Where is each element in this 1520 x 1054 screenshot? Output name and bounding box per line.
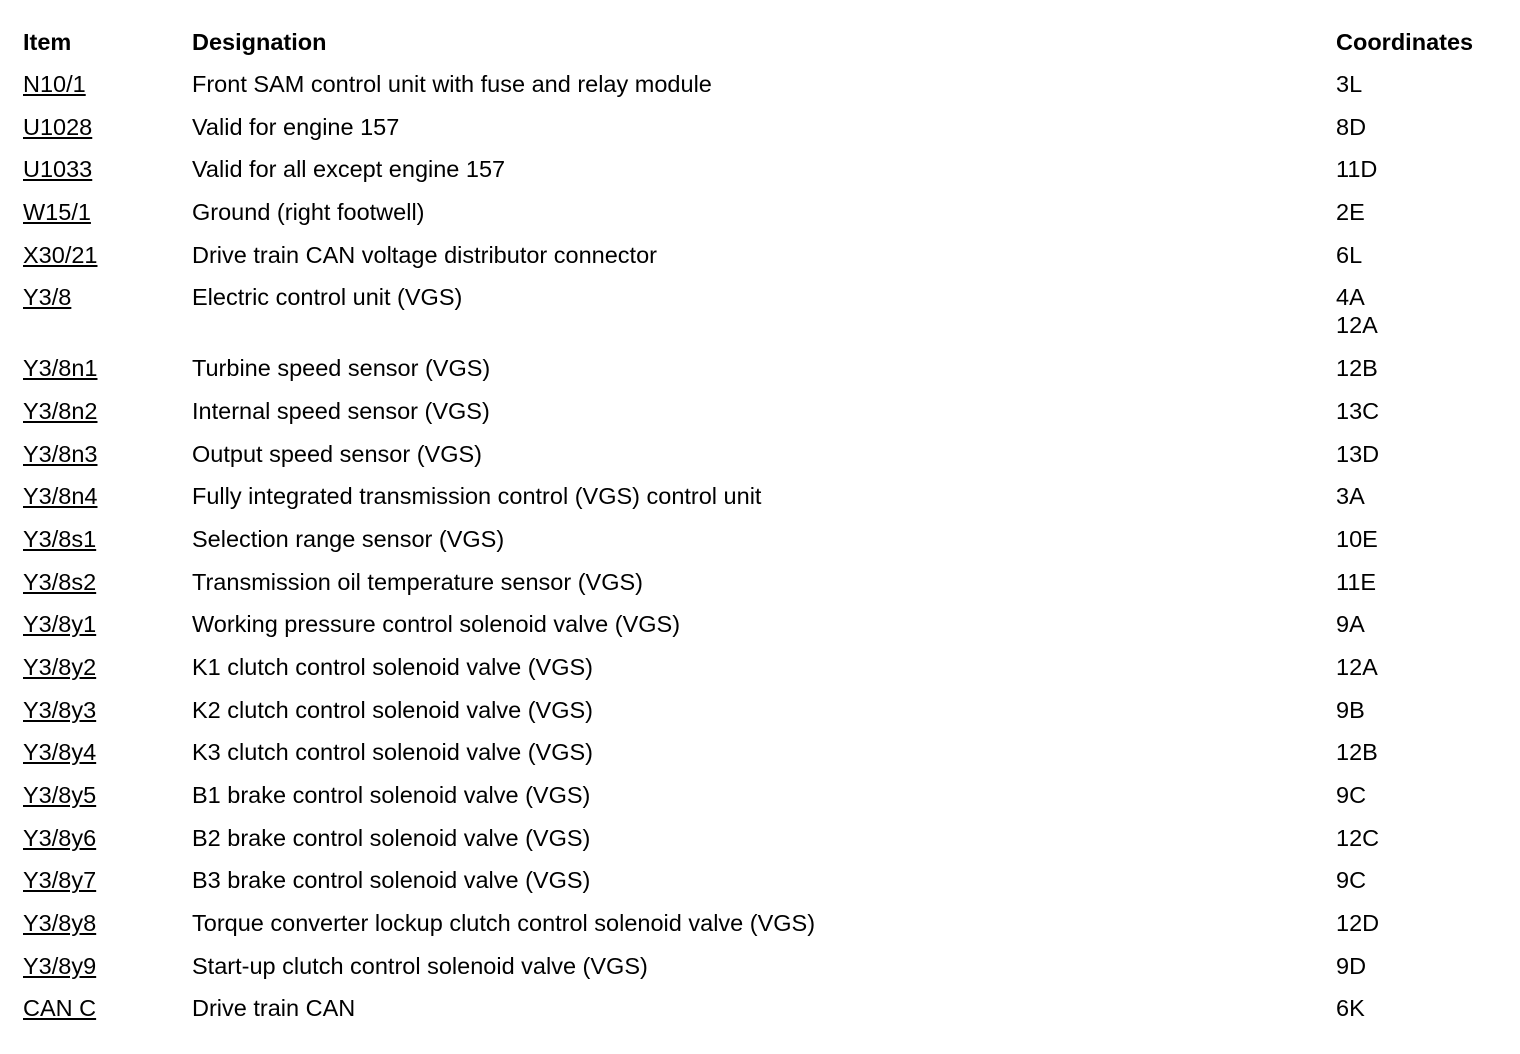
designation-cell: Electric control unit (VGS) <box>192 284 463 311</box>
item-cell <box>23 781 192 809</box>
coordinates-cell <box>1336 440 1503 468</box>
table-row <box>23 482 1503 510</box>
item-link[interactable]: Y3/8s2 <box>23 568 97 595</box>
coordinates-cell <box>1336 113 1503 141</box>
coordinate-value: 3L <box>1336 71 1363 97</box>
table-row <box>23 440 1503 468</box>
item-link[interactable]: Y3/8n1 <box>23 355 98 382</box>
table-row <box>23 610 1503 638</box>
designation-cell: Valid for engine 157 <box>192 113 400 140</box>
table-row <box>23 994 1503 1022</box>
item-link[interactable]: CAN C <box>23 995 97 1022</box>
coordinates-cell <box>1336 397 1503 425</box>
coordinate-value: 9C <box>1336 867 1367 894</box>
item-link[interactable]: Y3/8y3 <box>23 696 97 723</box>
coordinates-cell <box>1336 866 1503 894</box>
header-item: Item <box>23 29 72 55</box>
item-link[interactable]: Y3/8y4 <box>23 739 97 766</box>
coordinates-cell <box>1336 283 1503 339</box>
coordinates-cell <box>1336 482 1503 510</box>
coordinates-cell <box>1336 738 1503 766</box>
designation-cell: Turbine speed sensor (VGS) <box>192 355 491 382</box>
coordinates-cell <box>1336 781 1503 809</box>
item-link[interactable]: U1028 <box>23 113 93 140</box>
item-link[interactable]: N10/1 <box>23 71 86 97</box>
table-row <box>23 866 1503 894</box>
designation-cell: Transmission oil temperature sensor (VGS) <box>192 568 643 595</box>
item-link[interactable]: Y3/8y9 <box>23 952 97 979</box>
item-link[interactable]: Y3/8y5 <box>23 782 97 808</box>
table-row <box>23 155 1503 183</box>
coordinates-cell <box>1336 610 1503 638</box>
designation-cell: Front SAM control unit with fuse and relay module <box>192 71 712 97</box>
item-cell <box>23 113 192 141</box>
coordinate-value: 9B <box>1336 696 1365 723</box>
item-cell <box>23 354 192 382</box>
item-cell <box>23 482 192 510</box>
item-cell <box>23 525 192 553</box>
coordinate-value: 8D <box>1336 113 1367 140</box>
table-row <box>23 781 1503 809</box>
item-cell <box>23 909 192 937</box>
coordinates-cell <box>1336 696 1503 724</box>
item-link[interactable]: W15/1 <box>23 199 91 226</box>
item-cell <box>23 440 192 468</box>
item-link[interactable]: U1033 <box>23 156 93 183</box>
table-row <box>23 397 1503 425</box>
designation-cell: Drive train CAN <box>192 995 356 1022</box>
table-row <box>23 354 1503 382</box>
item-link[interactable]: Y3/8n3 <box>23 440 98 467</box>
coordinate-value: 13C <box>1336 397 1380 424</box>
coordinate-value: 12B <box>1336 355 1378 382</box>
coordinates-cell <box>1336 952 1503 980</box>
item-link[interactable]: Y3/8 <box>23 284 72 311</box>
item-cell <box>23 738 192 766</box>
item-link[interactable]: X30/21 <box>23 241 98 268</box>
item-cell <box>23 568 192 596</box>
item-cell <box>23 610 192 638</box>
coordinate-value: 9D <box>1336 952 1367 979</box>
table-row <box>23 525 1503 553</box>
designation-cell: Internal speed sensor (VGS) <box>192 397 490 424</box>
item-cell <box>23 866 192 894</box>
designation-cell: K1 clutch control solenoid valve (VGS) <box>192 653 593 680</box>
table-body <box>23 70 1503 1022</box>
item-link[interactable]: Y3/8n4 <box>23 483 98 510</box>
coordinate-value: 3A <box>1336 483 1365 510</box>
coordinates-cell <box>1336 241 1503 269</box>
coordinates-cell <box>1336 198 1503 226</box>
designation-cell: B3 brake control solenoid valve (VGS) <box>192 867 591 894</box>
item-link[interactable]: Y3/8y2 <box>23 653 97 680</box>
coordinate-value: 12B <box>1336 739 1378 766</box>
table-row <box>23 70 1503 98</box>
coordinate-value: 11D <box>1336 156 1378 183</box>
designation-cell: Torque converter lockup clutch control solenoid valve (VGS) <box>192 910 816 937</box>
coordinate-value: 12D <box>1336 910 1380 937</box>
coordinates-cell <box>1336 824 1503 852</box>
item-link[interactable]: Y3/8y7 <box>23 867 97 894</box>
header-coordinates: Coordinates <box>1336 29 1474 55</box>
designation-cell: Drive train CAN voltage distributor connector <box>192 241 657 268</box>
item-cell <box>23 70 192 98</box>
item-link[interactable]: Y3/8y6 <box>23 824 97 851</box>
coordinates-cell <box>1336 70 1503 98</box>
item-link[interactable]: Y3/8n2 <box>23 397 98 424</box>
item-cell <box>23 952 192 980</box>
table-row <box>23 952 1503 980</box>
coordinate-value: 6L <box>1336 241 1363 268</box>
item-cell <box>23 283 192 311</box>
designation-cell: Output speed sensor (VGS) <box>192 440 482 467</box>
coordinates-cell <box>1336 994 1503 1022</box>
coordinate-value: 6K <box>1336 995 1365 1022</box>
component-legend-table <box>23 28 1503 1037</box>
designation-cell: K2 clutch control solenoid valve (VGS) <box>192 696 593 723</box>
table-row <box>23 283 1503 339</box>
item-cell <box>23 653 192 681</box>
table-header <box>23 28 1503 56</box>
designation-cell: Start-up clutch control solenoid valve (VGS) <box>192 952 648 979</box>
table-row <box>23 696 1503 724</box>
designation-cell: Ground (right footwell) <box>192 199 425 226</box>
designation-cell: K3 clutch control solenoid valve (VGS) <box>192 739 593 766</box>
item-link[interactable]: Y3/8y8 <box>23 910 97 937</box>
item-cell <box>23 397 192 425</box>
item-link[interactable]: Y3/8y1 <box>23 611 97 638</box>
coordinate-value: 9C <box>1336 782 1367 808</box>
table-row <box>23 738 1503 766</box>
coordinate-value: 9A <box>1336 611 1365 638</box>
item-cell <box>23 824 192 852</box>
designation-cell: Working pressure control solenoid valve (VGS) <box>192 611 681 638</box>
item-cell <box>23 241 192 269</box>
coordinates-cell <box>1336 909 1503 937</box>
designation-cell: B2 brake control solenoid valve (VGS) <box>192 824 591 851</box>
table-row <box>23 568 1503 596</box>
coordinate-value: 10E <box>1336 525 1378 552</box>
table-row <box>23 824 1503 852</box>
item-cell <box>23 696 192 724</box>
coordinate-value: 13D <box>1336 440 1380 467</box>
header-designation: Designation <box>192 29 327 55</box>
designation-cell: Valid for all except engine 157 <box>192 156 506 183</box>
table-row <box>23 113 1503 141</box>
coordinates-cell <box>1336 653 1503 681</box>
coordinates-cell <box>1336 155 1503 183</box>
coordinate-value: 4A <box>1336 284 1365 311</box>
coordinates-cell <box>1336 525 1503 553</box>
coordinate-value: 11E <box>1336 568 1377 595</box>
item-cell <box>23 155 192 183</box>
coordinates-cell <box>1336 354 1503 382</box>
item-link[interactable]: Y3/8s1 <box>23 525 97 552</box>
coordinate-value: 12A <box>1336 653 1378 680</box>
table-row <box>23 198 1503 226</box>
designation-cell: Fully integrated transmission control (VGS) control unit <box>192 483 762 510</box>
table-row <box>23 909 1503 937</box>
coordinate-value: 12C <box>1336 824 1380 851</box>
table-row <box>23 653 1503 681</box>
designation-cell: Selection range sensor (VGS) <box>192 525 505 552</box>
coordinate-value: 2E <box>1336 199 1365 226</box>
designation-cell: B1 brake control solenoid valve (VGS) <box>192 782 591 808</box>
item-cell <box>23 994 192 1022</box>
item-cell <box>23 198 192 226</box>
coordinates-cell <box>1336 568 1503 596</box>
coordinate-value: 12A <box>1336 312 1378 339</box>
table-row <box>23 241 1503 269</box>
